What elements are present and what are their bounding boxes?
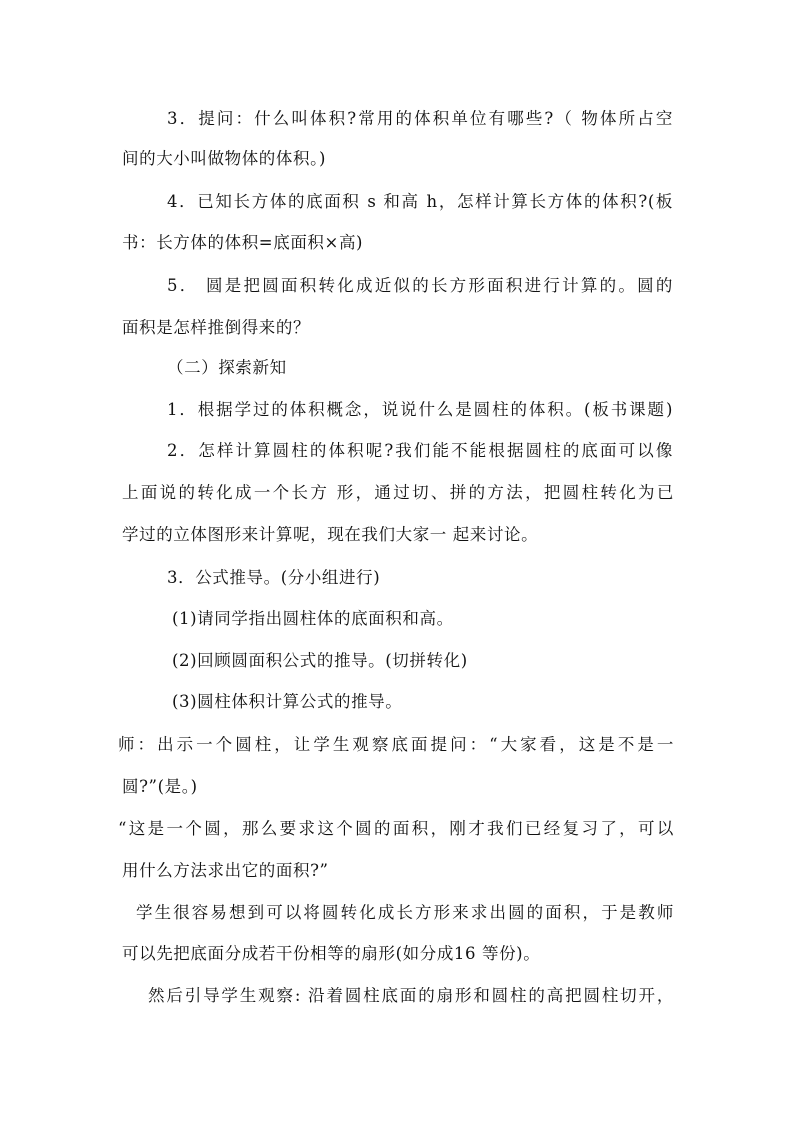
substep-1-line: (1)请同学指出圆柱体的底面积和高。 <box>172 609 454 628</box>
student-line-1: 学生很容易想到可以将圆转化成长方形来求出圆的面积，于是教师 <box>136 903 674 922</box>
observe-line: 然后引导学生观察: 沿着圆柱底面的扇形和圆柱的高把圆柱切开， <box>148 986 674 1005</box>
teacher-line-1: 师：出示一个圆柱，让学生观察底面提问：“大家看，这是不是一 <box>118 735 674 754</box>
paragraph-3-line-1: 3．提问：什么叫体积?常用的体积单位有哪些?（ 物体所占空 <box>167 109 673 128</box>
substep-2-line: (2)回顾圆面积公式的推导。(切拼转化) <box>172 651 468 670</box>
question-line-1: “这是一个圆，那么要求这个圆的面积，刚才我们已经复习了，可以 <box>118 819 674 838</box>
paragraph-4-line-2: 书：长方体的体积=底面积×高) <box>122 233 364 252</box>
substep-3-line: (3)圆柱体积计算公式的推导。 <box>172 692 403 711</box>
student-line-2: 可以先把底面分成若干份相等的扇形(如分成16 等份)。 <box>122 944 541 963</box>
paragraph-4-line-1: 4．已知长方体的底面积 s 和高 h，怎样计算长方体的体积?(板 <box>167 192 673 211</box>
paragraph-3-line-2: 间的大小叫做物体的体积。) <box>122 149 326 168</box>
step-2-line-3: 学过的立体图形来计算呢，现在我们大家一 起来讨论。 <box>122 525 539 544</box>
paragraph-5-line-1: 5． 圆是把圆面积转化成近似的长方形面积进行计算的。圆的 <box>167 276 673 295</box>
paragraph-5-line-2: 面积是怎样推倒得来的？ <box>122 318 311 337</box>
step-2-line-1: 2．怎样计算圆柱的体积呢?我们能不能根据圆柱的底面可以像 <box>167 441 673 460</box>
teacher-line-2: 圆?”(是。) <box>122 777 198 796</box>
step-2-line-2: 上面说的转化成一个长方 形，通过切、拼的方法，把圆柱转化为已 <box>122 483 674 502</box>
question-line-2: 用什么方法求出它的面积?” <box>122 861 329 880</box>
step-3-line: 3．公式推导。(分小组进行) <box>167 568 381 587</box>
step-1-line: 1．根据学过的体积概念，说说什么是圆柱的体积。(板书课题) <box>167 400 673 419</box>
section-heading: （二）探索新知 <box>167 358 287 377</box>
